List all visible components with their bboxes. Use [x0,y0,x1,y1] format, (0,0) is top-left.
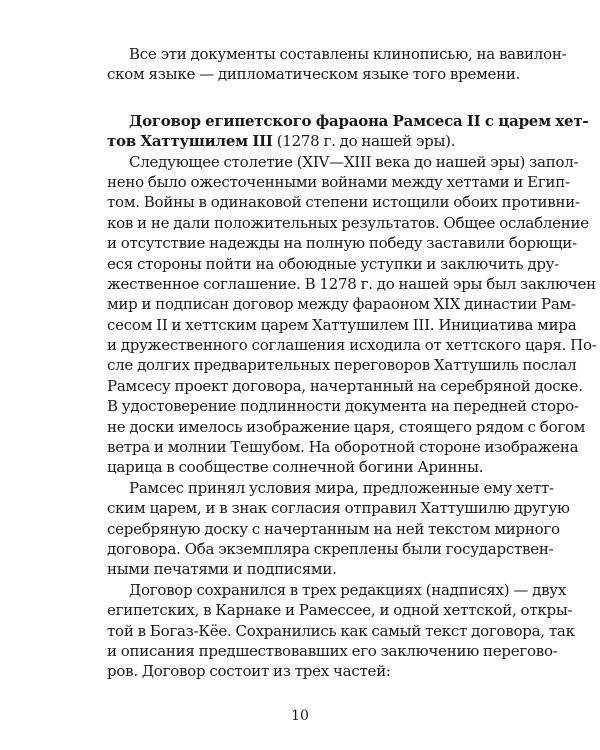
text-line: ветра и молнии Тешубом. На оборотной стороне изображена [107,438,579,457]
text-line: том. Войны в одинаковой степени истощили обоих противни- [107,193,580,212]
paragraph [107,478,570,580]
text-line: серебряную доску с начертанным на ней текстом мирного [107,519,560,538]
text-line: и отсутствие надежды на полную победу заставили борющи- [107,234,577,253]
text-line: не доски имелось изображение царя, стоящего рядом с богом [107,417,586,436]
text-line: Следующее столетие (XIV—XIII века до нашей эры) запол- [129,152,579,171]
text-line: Рамсес принял условия мира, предложенные ему хетт- [129,478,554,497]
text-line: В удостоверение подлинности документа на передней сторо- [107,397,579,416]
paragraph [107,580,575,682]
text-line: мир и подписан договор между фараоном XIX династии Рам- [107,295,576,314]
text-line: нено было ожесточенными войнами между хеттами и Егип- [107,172,570,191]
text-line: ском языке — дипломатическом языке того времени. [107,65,521,84]
text-line: ским царем, и в знак согласия отправил Хаттушилю другую [107,499,570,518]
text-line: ров. Договор состоит из трех частей: [107,662,391,681]
text-line: ков и не дали положительных результатов. Общее ослабление [107,213,589,232]
text-line: сле долгих предварительных переговоров Хаттушиль послал [107,356,577,375]
text-line: договора. Оба экземпляра скреплены были государствен- [107,539,554,558]
text-line: Договор сохранился в трех редакциях (надписях) — двух [129,580,567,599]
text-line: Все эти документы составлены клинописью, на вавилон- [129,45,567,63]
page-number: 10 [291,708,309,724]
text-line: и описания предшествовавших его заключению перегово- [107,641,558,660]
text-line: сесом II и хеттским царем Хаттушилем III. Инициатива мира [107,315,577,334]
paragraph [107,44,567,85]
paragraph [107,152,597,478]
text-line: египетских, в Карнаке и Рамессее, и одной хеттской, откры- [107,601,573,620]
text-line: и дружественного соглашения исходила от хеттского царя. По- [107,336,597,355]
text-line: той в Богаз-Кёе. Сохранились как самый текст договора, так [107,621,575,640]
text-line: Рамсесу проект договора, начертанный на серебряной доске. [107,376,583,395]
page-body [107,44,597,682]
text-line: жественное соглашение. В 1278 г. до нашей эры был заключен [107,274,596,293]
text-line: царица в сообществе солнечной богини Аринны. [107,458,484,477]
heading-bold: тов Хаттушилем III [107,132,273,151]
heading-date: (1278 г. до нашей эры). [272,132,456,151]
text-line: ными печатями и подписями. [107,560,337,579]
text-line: еся стороны пойти на обоюдные уступки и заключить дру- [107,254,560,273]
section-heading [107,111,589,152]
heading-line: Договор египетского фараона Рамсеса II с царем хет- [129,111,589,130]
